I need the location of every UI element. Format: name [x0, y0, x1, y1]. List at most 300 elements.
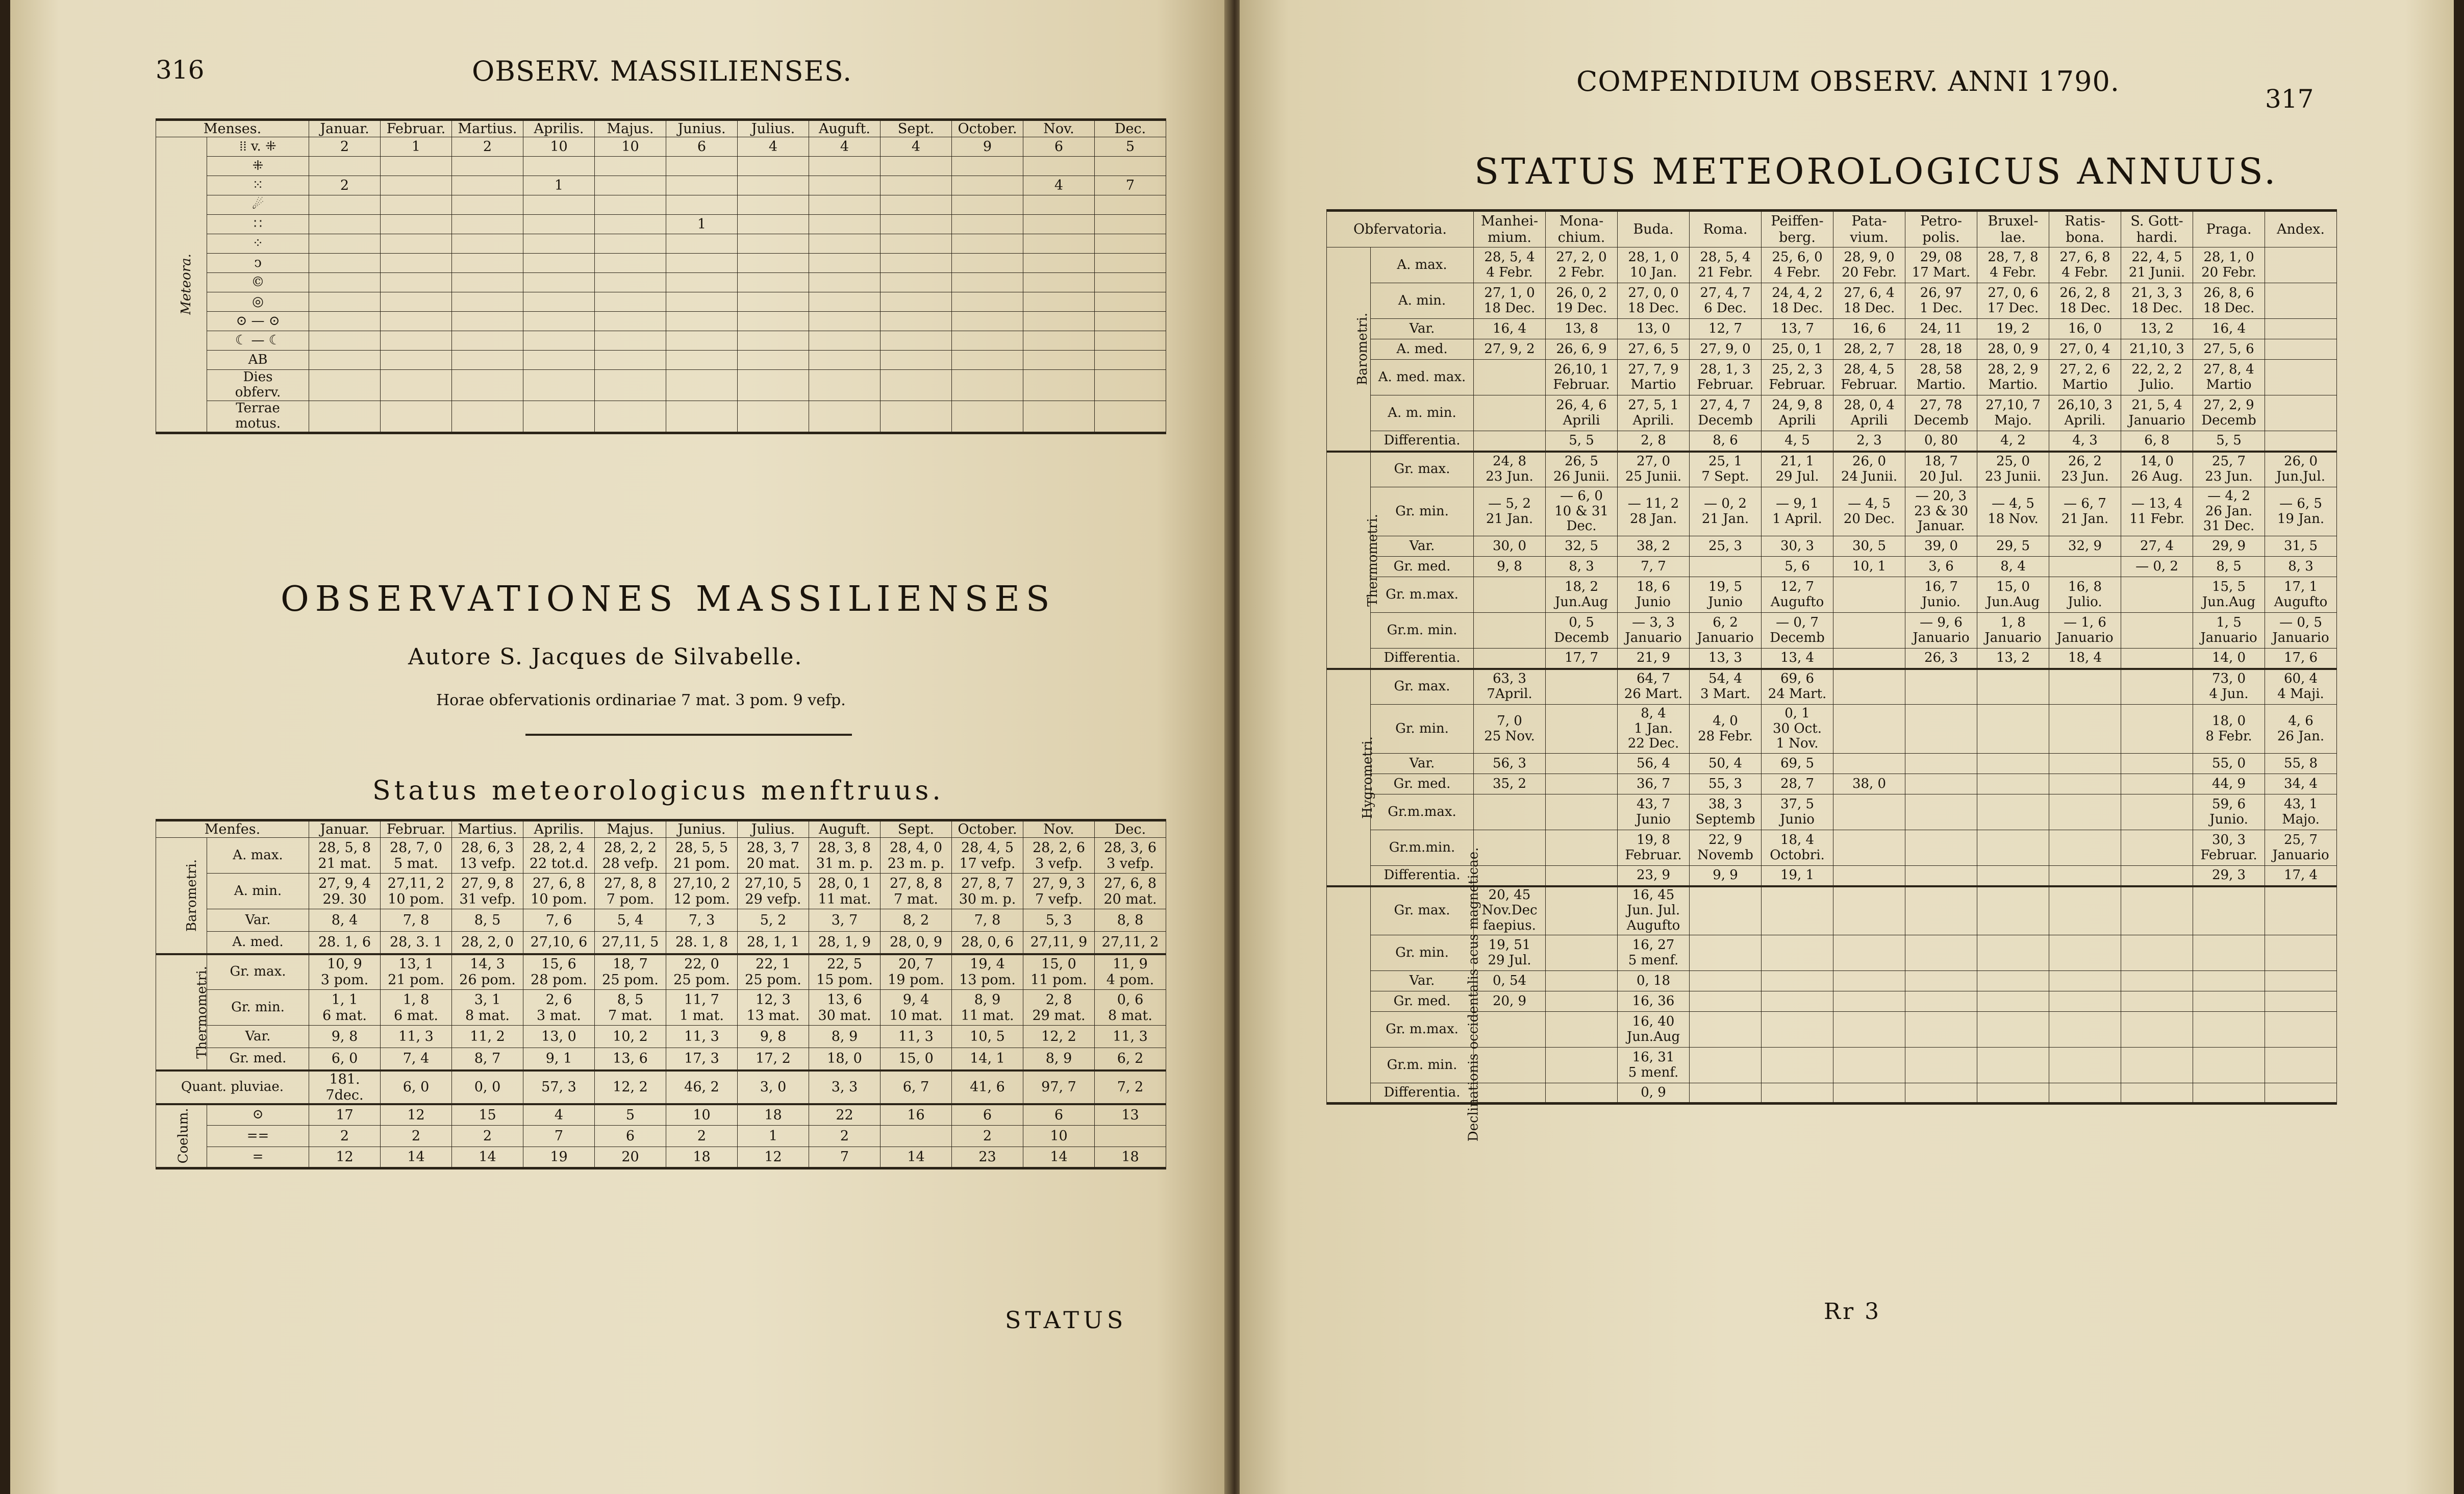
table-cell: 0, 9 [1618, 1083, 1690, 1104]
table-cell: 6, 2 Januario [1690, 613, 1762, 649]
table-cell [809, 273, 881, 292]
table-cell [595, 370, 666, 401]
table-cell: 28, 2, 7 [1833, 339, 1905, 360]
table-cell: 28. 1, 8 [666, 932, 738, 954]
table-cell: 2 [809, 1126, 881, 1147]
table-cell: 17, 7 [1546, 649, 1618, 669]
header-cell: Praga. [2193, 211, 2265, 247]
table-cell: 8, 5 [2193, 557, 2265, 577]
header-cell: Mona- chium. [1546, 211, 1618, 247]
table-cell: 5, 2 [738, 909, 809, 932]
row-label: ⊙ [207, 1104, 309, 1126]
table-cell [1762, 1012, 1833, 1048]
table-cell: 5 [1095, 137, 1166, 157]
table-cell: 28. 1, 6 [309, 932, 381, 954]
table-cell: — 4, 5 20 Dec. [1833, 487, 1905, 536]
table-cell: 24, 11 [1905, 319, 1977, 339]
row-label: Gr. med. [1371, 991, 1474, 1012]
table-cell [1095, 1126, 1166, 1147]
row-label: Var. [207, 909, 309, 932]
row-label: Gr. med. [207, 1048, 309, 1070]
table-cell: 13, 2 [1977, 649, 2049, 669]
left-page [10, 0, 1229, 1494]
header-cell: Majus. [595, 820, 666, 838]
table-cell: 1 [381, 137, 452, 157]
table-cell [738, 215, 809, 234]
table-cell [809, 176, 881, 195]
table-cell: 28, 9, 0 20 Febr. [1833, 247, 1905, 283]
table-cell [2049, 971, 2121, 991]
table-cell: 16, 4 [1474, 319, 1546, 339]
table-row [156, 137, 1166, 157]
header-cell: Menfes. [156, 820, 309, 838]
table-cell: 22, 0 25 pom. [666, 954, 738, 990]
table-cell: 26,10, 1 Februar. [1546, 360, 1618, 395]
table-cell [381, 195, 452, 215]
row-label: Var. [1371, 319, 1474, 339]
table-cell: 6, 0 [309, 1048, 381, 1070]
row-label: A. min. [207, 874, 309, 909]
table-cell: 28, 4, 0 23 m. p. [881, 838, 952, 874]
header-cell: Februar. [381, 820, 452, 838]
row-label: Var. [207, 1026, 309, 1048]
table-cell: 59, 6 Junio. [2193, 794, 2265, 830]
table-cell: 6, 2 [1095, 1048, 1166, 1070]
table-cell [309, 234, 381, 254]
table-cell [1095, 351, 1166, 370]
table-row [156, 234, 1166, 254]
table-cell [595, 195, 666, 215]
table-cell: 6 [595, 1126, 666, 1147]
table-cell [1690, 1012, 1762, 1048]
table-cell: 14, 0 26 Aug. [2121, 452, 2193, 487]
row-label: Differentia. [1371, 431, 1474, 452]
table-cell: 4, 2 [1977, 431, 2049, 452]
table-cell: 27, 2, 0 2 Febr. [1546, 247, 1618, 283]
table-cell: 26, 4, 6 Aprili [1546, 395, 1618, 431]
table-cell: 1, 5 Januario [2193, 613, 2265, 649]
table-cell [2049, 991, 2121, 1012]
table-cell: 27, 9, 8 31 vefp. [452, 874, 523, 909]
row-label: A. max. [1371, 247, 1474, 283]
table-cell [1977, 794, 2049, 830]
table-cell [595, 273, 666, 292]
table-cell: 28, 1, 3 Februar. [1690, 360, 1762, 395]
table-cell: 36, 7 [1618, 774, 1690, 794]
table-cell: 17, 3 [666, 1048, 738, 1070]
table-cell: 28, 1, 1 [738, 932, 809, 954]
table-cell [952, 401, 1023, 433]
table-cell [809, 157, 881, 176]
table-cell [595, 157, 666, 176]
table-cell [2265, 1048, 2337, 1083]
table-cell: 29, 5 [1977, 536, 2049, 557]
table-cell [523, 312, 595, 331]
table-cell [666, 312, 738, 331]
header-cell: Junius. [666, 820, 738, 838]
table-cell [1977, 971, 2049, 991]
table-cell [809, 312, 881, 331]
table-cell [1690, 1083, 1762, 1104]
table-cell [1905, 705, 1977, 754]
table-cell [309, 273, 381, 292]
table-cell: 15, 0 Jun.Aug [1977, 577, 2049, 613]
table-cell [666, 292, 738, 312]
table-cell: 12 [738, 1147, 809, 1168]
table-cell [1095, 215, 1166, 234]
table-cell [881, 273, 952, 292]
table-cell [738, 370, 809, 401]
table-cell [452, 370, 523, 401]
table-cell: 28, 2, 0 [452, 932, 523, 954]
table-cell [666, 234, 738, 254]
table-cell: — 9, 1 1 April. [1762, 487, 1833, 536]
table-cell: 25, 7 23 Jun. [2193, 452, 2265, 487]
table-cell: 28, 0, 6 [952, 932, 1023, 954]
table-cell [952, 195, 1023, 215]
table-cell: 11, 3 [881, 1026, 952, 1048]
table-cell: 12, 3 13 mat. [738, 990, 809, 1026]
table-cell [381, 157, 452, 176]
table-row [1327, 754, 2337, 774]
table-cell [2265, 991, 2337, 1012]
table-cell: 8, 6 [1690, 431, 1762, 452]
table-row [156, 1147, 1166, 1168]
table-cell: 55, 0 [2193, 754, 2265, 774]
table-cell [2121, 1083, 2193, 1104]
row-label: ◎ [207, 292, 309, 312]
table-cell [1690, 886, 1762, 935]
header-cell: Januar. [309, 120, 381, 137]
table-cell: 27, 8, 7 30 m. p. [952, 874, 1023, 909]
header-cell: Martius. [452, 120, 523, 137]
table-cell: — 0, 7 Decemb [1762, 613, 1833, 649]
table-cell [1762, 886, 1833, 935]
table-cell [595, 176, 666, 195]
table-cell: 8, 7 [452, 1048, 523, 1070]
table-cell: — 0, 2 21 Jan. [1690, 487, 1762, 536]
table-cell: 27, 0, 6 17 Dec. [1977, 283, 2049, 319]
table-cell: 28, 1, 0 20 Febr. [2193, 247, 2265, 283]
table-cell: 11, 7 1 mat. [666, 990, 738, 1026]
table-cell: 28, 1, 0 10 Jan. [1618, 247, 1690, 283]
table-cell: 10, 5 [952, 1026, 1023, 1048]
table-cell: 28, 6, 3 13 vefp. [452, 838, 523, 874]
table-cell [381, 234, 452, 254]
table-cell [1977, 705, 2049, 754]
table-cell [738, 195, 809, 215]
table-cell: 57, 3 [523, 1070, 595, 1104]
table-cell: 27, 78 Decemb [1905, 395, 1977, 431]
table-cell [595, 234, 666, 254]
table-cell [381, 254, 452, 273]
table-cell: 14, 0 [2193, 649, 2265, 669]
header-cell: Petro- polis. [1905, 211, 1977, 247]
row-label: Var. [1371, 536, 1474, 557]
table-cell: 28, 0, 9 [881, 932, 952, 954]
table-cell [881, 1126, 952, 1147]
table-cell [2193, 1048, 2265, 1083]
table-cell [1977, 830, 2049, 866]
table-cell [952, 331, 1023, 351]
table-cell: 27, 0 25 Junii. [1618, 452, 1690, 487]
table-cell: 13, 2 [2121, 319, 2193, 339]
row-label: Gr.m. min. [1371, 613, 1474, 649]
table-cell: 27,11, 9 [1023, 932, 1095, 954]
table-row [1327, 649, 2337, 669]
table-cell: 5, 5 [1546, 431, 1618, 452]
table-cell: 27, 9, 2 [1474, 339, 1546, 360]
table-cell: 21, 9 [1618, 649, 1690, 669]
table-row [1327, 247, 2337, 283]
table-cell: 27,10, 6 [523, 932, 595, 954]
row-label: Gr. max. [207, 954, 309, 990]
table-row [1327, 577, 2337, 613]
table-cell [666, 157, 738, 176]
table-cell [1977, 886, 2049, 935]
table-cell [381, 312, 452, 331]
table-cell [1546, 1048, 1618, 1083]
table-cell [2121, 613, 2193, 649]
table-cell: 0, 80 [1905, 431, 1977, 452]
table-cell: 27, 5, 6 [2193, 339, 2265, 360]
row-group-label [156, 137, 207, 433]
table-cell [2265, 319, 2337, 339]
table-cell [1905, 886, 1977, 935]
running-head-right: COMPENDIUM OBSERV. ANNI 1790. [1576, 65, 2120, 97]
table-cell: 27, 2, 9 Decemb [2193, 395, 2265, 431]
table-cell [1905, 669, 1977, 705]
table-cell: — 13, 4 11 Febr. [2121, 487, 2193, 536]
table-cell: 7, 2 [1095, 1070, 1166, 1104]
header-cell: Junius. [666, 120, 738, 137]
table-cell: 2 [309, 137, 381, 157]
table-cell [1833, 991, 1905, 1012]
table-cell [1977, 1012, 2049, 1048]
table-cell [1690, 991, 1762, 1012]
table-cell: 4, 0 28 Febr. [1690, 705, 1762, 754]
table-cell [1023, 195, 1095, 215]
row-group-label [1327, 247, 1371, 452]
table-cell [1546, 830, 1618, 866]
header-cell: Februar. [381, 120, 452, 137]
row-label: = [207, 1147, 309, 1168]
table-cell [1474, 1012, 1546, 1048]
table-cell: 60, 4 4 Maji. [2265, 669, 2337, 705]
header-cell: Ratis- bona. [2049, 211, 2121, 247]
table-cell: 4 [809, 137, 881, 157]
table-cell [1905, 935, 1977, 971]
row-label: Gr. min. [207, 990, 309, 1026]
table-cell: 28, 18 [1905, 339, 1977, 360]
table-cell [381, 351, 452, 370]
table-cell [952, 254, 1023, 273]
table-cell [2265, 886, 2337, 935]
table-cell [523, 157, 595, 176]
table-cell: 4 [881, 137, 952, 157]
table-cell [1023, 292, 1095, 312]
table-cell [2265, 395, 2337, 431]
row-label: A. min. [1371, 283, 1474, 319]
table-cell: 27,11, 2 [1095, 932, 1166, 954]
row-label: Gr. m.max. [1371, 1012, 1474, 1048]
table-cell: 9, 8 [1474, 557, 1546, 577]
table-cell: 27, 1, 0 18 Dec. [1474, 283, 1546, 319]
table-row [156, 370, 1166, 401]
table-cell: 27, 2, 6 Martio [2049, 360, 2121, 395]
table-cell: 22, 4, 5 21 Junii. [2121, 247, 2193, 283]
table-cell [1474, 431, 1546, 452]
table-cell [1023, 215, 1095, 234]
table-cell: 23 [952, 1147, 1023, 1168]
table-cell: 16, 4 [2193, 319, 2265, 339]
table-cell [952, 312, 1023, 331]
table-cell [2049, 1012, 2121, 1048]
table-cell: 27, 4, 7 6 Dec. [1690, 283, 1762, 319]
table-row [1327, 774, 2337, 794]
table-cell: 54, 4 3 Mart. [1690, 669, 1762, 705]
table-row [156, 838, 1166, 874]
table-cell: 4, 6 26 Jan. [2265, 705, 2337, 754]
table-cell: 1 [523, 176, 595, 195]
table-cell: 18 [738, 1104, 809, 1126]
table-cell [2121, 754, 2193, 774]
table-row [156, 954, 1166, 990]
table-cell: 12, 2 [1023, 1026, 1095, 1048]
table-cell: 20, 7 19 pom. [881, 954, 952, 990]
table-cell [381, 401, 452, 433]
table-cell [2265, 339, 2337, 360]
table-cell [1546, 1012, 1618, 1048]
table-cell [1905, 866, 1977, 886]
table-cell [381, 370, 452, 401]
table-row [156, 909, 1166, 932]
table-row [156, 254, 1166, 273]
table-cell [1905, 1012, 1977, 1048]
table-cell [952, 351, 1023, 370]
table-cell [1095, 370, 1166, 401]
table-cell [1977, 669, 2049, 705]
table-cell: 18, 2 Jun.Aug [1546, 577, 1618, 613]
row-group-text: Thermometri. [194, 965, 210, 1059]
table-cell [1977, 866, 2049, 886]
row-label: == [207, 1126, 309, 1147]
table-cell [952, 370, 1023, 401]
table-cell [2121, 649, 2193, 669]
table-cell [1546, 935, 1618, 971]
table-cell [809, 215, 881, 234]
table-cell [1474, 613, 1546, 649]
table-cell [1833, 886, 1905, 935]
header-cell: Obfervatoria. [1327, 211, 1474, 247]
table-cell: 24, 8 23 Jun. [1474, 452, 1546, 487]
table-cell [666, 331, 738, 351]
table-cell: 69, 5 [1762, 754, 1833, 774]
table-row [1327, 431, 2337, 452]
row-label: Gr. med. [1371, 774, 1474, 794]
table-cell [595, 312, 666, 331]
table-cell [1977, 1083, 2049, 1104]
table-cell: 13, 6 30 mat. [809, 990, 881, 1026]
table-cell [523, 331, 595, 351]
table-cell [1023, 254, 1095, 273]
table-cell [1690, 935, 1762, 971]
table-cell [1546, 774, 1618, 794]
table-cell: — 1, 6 Januario [2049, 613, 2121, 649]
table-cell: 28, 7 [1762, 774, 1833, 794]
table-cell [595, 331, 666, 351]
table-cell: 12 [381, 1104, 452, 1126]
table-cell: 8, 2 [881, 909, 952, 932]
table-cell: 4 [738, 137, 809, 157]
table-cell: 13, 8 [1546, 319, 1618, 339]
table-cell: 1 [738, 1126, 809, 1147]
table-cell: 10, 9 3 pom. [309, 954, 381, 990]
table-cell: 15, 0 [881, 1048, 952, 1070]
table-cell [738, 254, 809, 273]
table-cell [595, 215, 666, 234]
table-cell [1833, 669, 1905, 705]
header-cell: Sept. [881, 120, 952, 137]
table-cell: 19, 2 [1977, 319, 2049, 339]
table-cell [881, 195, 952, 215]
table-cell [1977, 774, 2049, 794]
table-cell [1546, 754, 1618, 774]
table-cell [1546, 794, 1618, 830]
row-label: © [207, 273, 309, 292]
right-page [1240, 0, 2454, 1494]
table-cell: 38, 0 [1833, 774, 1905, 794]
table-cell: 27, 0, 0 18 Dec. [1618, 283, 1690, 319]
annual-table [1326, 209, 2337, 1142]
table-cell: 10, 2 [595, 1026, 666, 1048]
table-cell [309, 351, 381, 370]
header-cell: Dec. [1095, 120, 1166, 137]
table-cell [1690, 557, 1762, 577]
table-cell: 4, 5 [1762, 431, 1833, 452]
table-cell [452, 215, 523, 234]
table-cell [309, 195, 381, 215]
table-cell: 181. 7dec. [309, 1070, 381, 1104]
table-cell [809, 234, 881, 254]
table-cell [595, 401, 666, 433]
table-cell [1905, 991, 1977, 1012]
table-cell [1095, 273, 1166, 292]
table-cell [2121, 794, 2193, 830]
table-cell: 69, 6 24 Mart. [1762, 669, 1833, 705]
table-header-row [1327, 211, 2337, 247]
table-cell [881, 370, 952, 401]
table-cell [452, 312, 523, 331]
table-cell: 12, 7 [1690, 319, 1762, 339]
header-cell: Nov. [1023, 120, 1095, 137]
table-cell: 27, 6, 5 [1618, 339, 1690, 360]
table-cell [2049, 754, 2121, 774]
right-title: STATUS METEOROLOGICUS ANNUUS. [1474, 151, 2278, 192]
table-cell: 19, 4 13 pom. [952, 954, 1023, 990]
table-cell: 50, 4 [1690, 754, 1762, 774]
table-cell [881, 215, 952, 234]
header-cell: Majus. [595, 120, 666, 137]
table-cell [881, 331, 952, 351]
table-cell: 7, 3 [666, 909, 738, 932]
table-cell: 19, 8 Februar. [1618, 830, 1690, 866]
table-cell [1095, 234, 1166, 254]
row-label: ⁙ [207, 176, 309, 195]
table-cell [2049, 1083, 2121, 1104]
row-label: A. m. min. [1371, 395, 1474, 431]
table-cell: 16, 31 5 menf. [1618, 1048, 1690, 1083]
